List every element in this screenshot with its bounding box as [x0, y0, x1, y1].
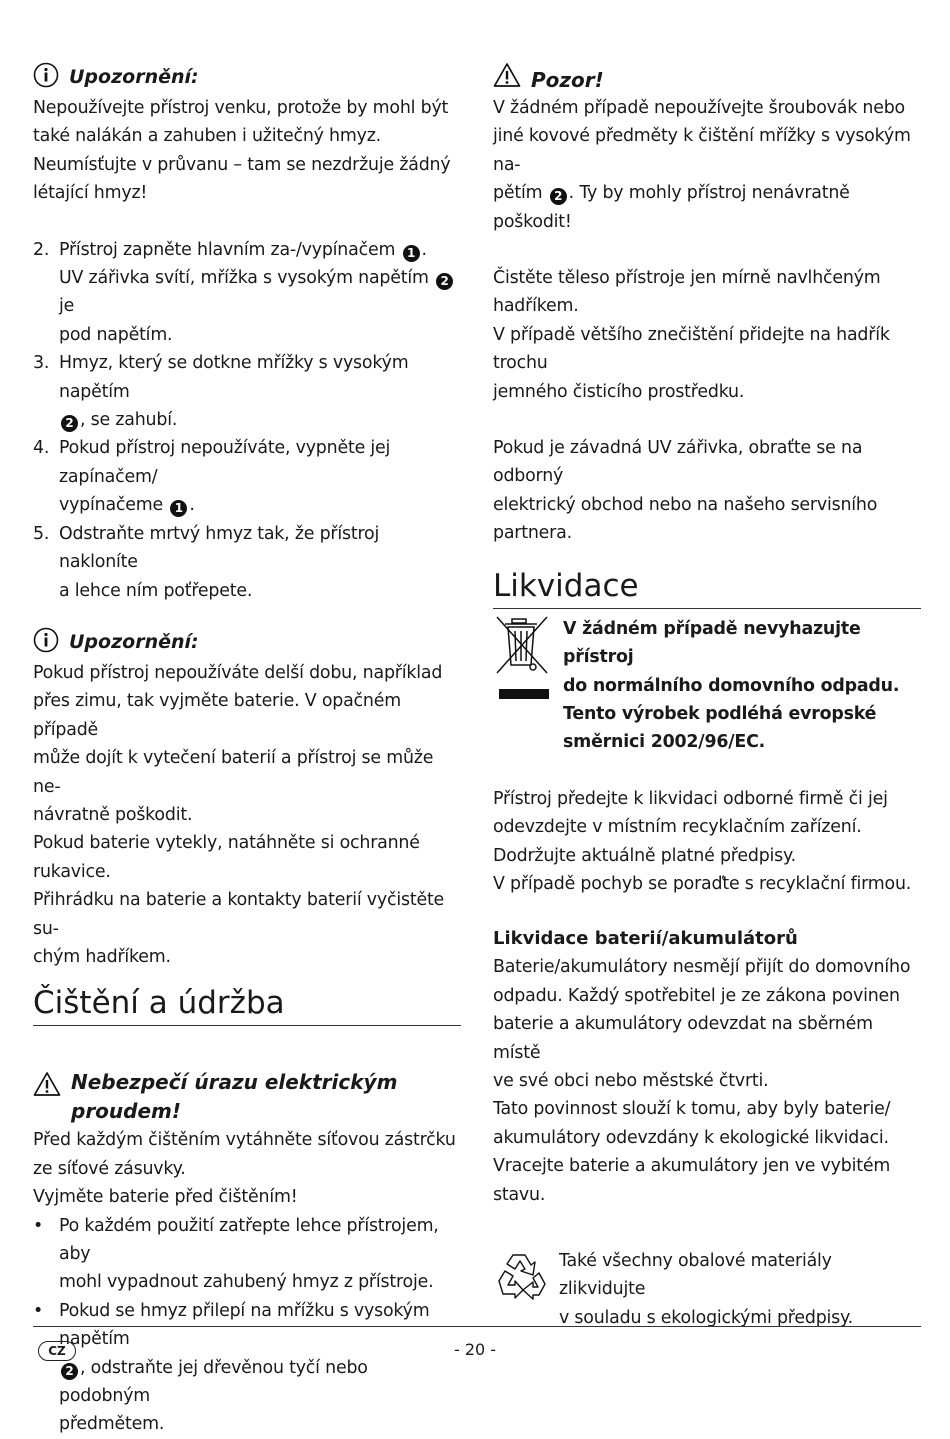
caution-title: Pozor! [531, 68, 604, 92]
steps-list [33, 236, 461, 605]
part-badge: 2 [436, 273, 453, 290]
caution-text [493, 94, 921, 236]
danger-title: Nebezpečí úrazu elektrickým proudem! [71, 1070, 398, 1124]
danger-heading [33, 1068, 461, 1126]
list-item [33, 1297, 461, 1439]
caution-heading [493, 62, 921, 92]
step-text: Přístroj zapněte hlavním za-/vypínačem [59, 239, 401, 260]
warning-icon [33, 1071, 61, 1101]
recycle-icon [493, 1251, 549, 1307]
caution-text-part: V žádném případě nepoužívejte šroubovák nebo jiné kovové předměty k čištění mřížky s vysokým na- pětím [493, 98, 911, 204]
right-column [493, 62, 921, 1332]
list-item [33, 520, 461, 605]
packaging-notice [493, 1247, 921, 1332]
step-number: 5. [33, 523, 50, 544]
info-icon [33, 627, 59, 657]
part-badge: 1 [170, 500, 187, 517]
step-text: je pod napětím. [59, 296, 173, 345]
part-badge: 2 [61, 415, 78, 432]
list-item [33, 434, 461, 519]
note-title: Upozornění: [69, 630, 199, 653]
cleaning-text: Čistěte těleso přístroje jen mírně navlhčeným hadříkem. V případě většího znečištění přidejte na hadřík trochu jemného čisticího prostředku. [493, 268, 890, 402]
note-text: Pokud přístroj nepoužíváte delší dobu, například přes zimu, tak vyjměte baterie. V opačném případě může dojít k vytečení baterií a přístroj se může ne- návratně poškodit. Pokud baterie vytekly, natáhněte si ochranné rukavice. Přihrádku na baterie a kontakty baterií vyčistěte su- chým hadříkem. [33, 662, 445, 967]
note-heading [33, 627, 461, 657]
page-number: - 20 - [453, 1340, 497, 1359]
step-text: Hmyz, který se dotkne mřížky s vysokým napětím [59, 353, 409, 402]
list-item [33, 236, 461, 350]
step-text: Pokud přístroj nepoužíváte, vypněte jej zapínačem/ vypínačeme [59, 438, 391, 516]
step-text: Odstraňte mrtvý hmyz tak, že přístroj nakloníte a lehce ním poťřepete. [59, 523, 380, 601]
step-text: , se zahubí. [80, 410, 178, 431]
list-item [33, 349, 461, 434]
crossed-bin-icon [493, 615, 551, 757]
bullet-text: Po každém použití zatřepte lehce přístrojem, aby mohl vypadnout zahubený hmyz z přístroje. [59, 1215, 439, 1293]
note-heading [33, 62, 461, 92]
section-title: Likvidace [493, 568, 921, 609]
danger-text: Před každým čištěním vytáhněte síťovou zástrčku ze síťové zásuvky. Vyjměte baterie před čištěním! [33, 1130, 456, 1208]
step-text: . UV zářivka svítí, mřížka s vysokým napětím [59, 239, 429, 289]
part-badge: 1 [403, 245, 420, 262]
left-column [33, 62, 461, 1439]
weee-text: V žádném případě nevyhazujte přístroj do normálního domovního odpadu. Tento výrobek podléhá evropské směrnici 2002/96/EC. [563, 618, 900, 753]
info-icon [33, 62, 59, 92]
bullet-text: Pokud se hmyz přilepí na mřížku s vysokým napětím [59, 1300, 430, 1350]
uv-lamp-text: Pokud je závadná UV zářivka, obraťte se na odborný elektrický obchod nebo na našeho servisního partnera. [493, 438, 878, 544]
note-text: Nepoužívejte přístroj venku, protože by mohl být také nalákán a zahuben i užitečný hmyz. Neumísťujte v průvanu – tam se nezdržuje žádný létající hmyz! [33, 98, 451, 204]
weee-notice [493, 615, 921, 757]
step-number: 3. [33, 353, 50, 374]
battery-title: Likvidace baterií/akumulátorů [493, 928, 798, 950]
packaging-text: Také všechny obalové materiály zlikvidujte v souladu s ekologickými předpisy. [559, 1251, 853, 1328]
step-number: 4. [33, 438, 50, 459]
bullet: • [33, 1215, 44, 1236]
disposal-text: Přístroj předejte k likvidaci odborné firmě či jej odevzdejte v místním recyklačním zařízení. Dodržujte aktuálně platné předpisy. V případě pochyb se poraďte s recyklační firmou. [493, 788, 912, 894]
battery-text: Baterie/akumulátory nesmějí přijít do domovního odpadu. Každý spotřebitel je ze zákona povinen baterie a akumulátory odevzdat na sběrném místě ve své obci nebo městské čtvrti. Tato povinnost slouží k tomu, aby byly baterie/ akumulátory odevzdány k ekologické likvidaci. Vracejte baterie a akumulátory jen ve vybitém stavu. [493, 957, 911, 1205]
bullet-text: , odstraňte jej dřevěnou tyčí nebo podobným předmětem. [59, 1357, 368, 1435]
footer-divider [33, 1326, 921, 1327]
note-title: Upozornění: [69, 66, 199, 88]
caution-text-part: . Ty by mohly přístroj nenávratně poškodit! [493, 183, 850, 232]
part-badge: 2 [61, 1363, 78, 1380]
step-number: 2. [33, 239, 50, 260]
section-title: Čištění a údržba [33, 985, 461, 1026]
country-badge: CZ [38, 1341, 76, 1361]
list-item [33, 1212, 461, 1297]
bullet: • [33, 1300, 44, 1321]
step-text: . [189, 495, 195, 516]
part-badge: 2 [550, 188, 567, 205]
warning-icon [493, 62, 521, 92]
